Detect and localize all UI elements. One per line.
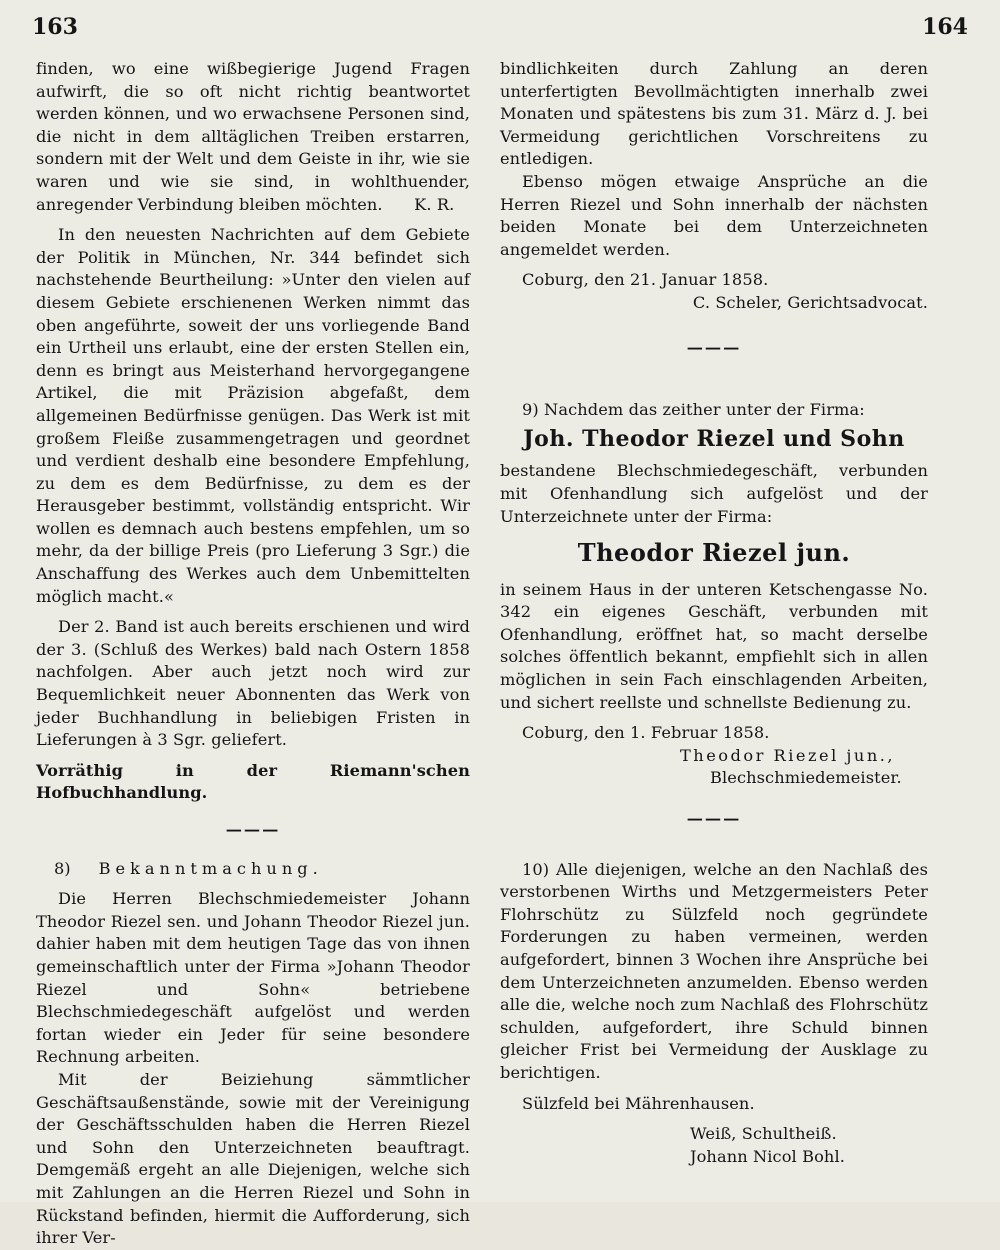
availability-note: Vorräthig in der Riemann'schen Hofbuchhandlung. (36, 760, 470, 803)
signature-name: Theodor Riezel jun., (680, 745, 896, 765)
dateline: Coburg, den 1. Februar 1858. (522, 723, 770, 743)
place-line: Sülzfeld bei Mährenhausen. (522, 1093, 755, 1113)
paragraph: Die Herren Blechschmiedemeister Johann Theodor Riezel sen. und Johann Theodor Riezel jun. dahier haben mit dem heutigen Tage das von ihnen gemeinschaftlich unter der Firma »Johann Theodor Riezel und Sohn« betriebene Blechschmiedegeschäft aufgelöst und werden fortan wieder ein Jeder für seine besondere Rechnung arbeiten. (36, 889, 470, 1067)
signature: Weiß, Schultheiß. (690, 1124, 837, 1144)
separator: ——— (686, 337, 742, 357)
paragraph: in seinem Haus in der unteren Ketschengasse No. 342 ein eigenes Geschäft, verbunden mit Ofenhandlung, eröffnet hat, so macht derselbe solches öffentlich bekannt, empfiehlt sich in allen möglichen in sein Fach einschlagenden Arbeiten, und sichert reellste und schnellste Bedienung zu. (500, 579, 928, 712)
announcement-number: 8) (54, 858, 71, 878)
paragraph: finden, wo eine wißbegierige Jugend Fragen aufwirft, die so oft nicht richtig beantwortet werden können, und wo erwachsene Personen sind, die nicht in dem alltäglichen Treiben erstarren, sondern mit der Welt und dem Geiste in ihr, wie sie waren und wie sie sind, in wohlthuender, anregender Verbindung bleiben möchten. K. R. (36, 59, 470, 214)
paragraph: bestandene Blechschmiedegeschäft, verbunden mit Ofenhandlung sich aufgelöst und der Unterzeichnete unter der Firma: (500, 461, 928, 526)
signature-title: Blechschmiedemeister. (710, 768, 902, 788)
paragraph: Der 2. Band ist auch bereits erschienen und wird der 3. (Schluß des Werkes) bald nach Ostern 1858 nachfolgen. Aber auch jetzt noch wird zur Bequemlichkeit neuer Abonnenten das Werk von jeder Buchhandlung in beliebigen Fristen in Lieferungen à 3 Sgr. geliefert. (36, 617, 470, 750)
separator: ——— (225, 820, 281, 839)
paragraph: bindlichkeiten durch Zahlung an deren unterfertigten Bevollmächtigten innerhalb zwei Monaten und spätestens bis zum 31. März d. J. bei Vermeidung gerichtlichen Vorschreitens zu entledigen. (500, 59, 928, 169)
firm-name: Theodor Riezel jun. (577, 538, 851, 568)
announcement-heading (36, 858, 470, 881)
author-initials: K. R. (414, 194, 455, 214)
right-column (500, 58, 928, 1168)
page-number-right: 164 (922, 14, 968, 40)
dateline: Coburg, den 21. Januar 1858. (522, 270, 769, 290)
paragraph: Mit der Beiziehung sämmtlicher Geschäftsaußenstände, sowie mit der Vereinigung der Geschäftsschulden haben die Herren Riezel und Sohn den Unterzeichneten beauftragt. Demgemäß ergeht an alle Diejenigen, welche sich mit Zahlungen an die Herren Riezel und Sohn in Rückstand befinden, hiermit die Aufforderung, sich ihrer Ver- (36, 1069, 470, 1248)
separator: ——— (686, 809, 742, 829)
left-column (36, 58, 470, 1250)
paragraph: 9) Nachdem das zeither unter der Firma: (522, 400, 865, 420)
signature: Johann Nicol Bohl. (690, 1146, 845, 1166)
paragraph: In den neuesten Nachrichten auf dem Gebiete der Politik in München, Nr. 344 befindet sich nachstehende Beurtheilung: »Unter den vielen auf diesem Gebiete erschienenen Werken nimmt das oben angeführte, soweit der uns vorliegende Band ein Urtheil uns erlaubt, eine der ersten Stellen ein, denn es bringt aus Meisterhand hervorgegangene Artikel, die mit Präzision abgefaßt, dem allgemeinen Bedürfnisse genügen. Das Werk ist mit großem Fleiße zusammengetragen und geordnet und verdient deshalb eine besondere Empfehlung, zu dem es dem Bedürfnisse, zu dem es der Herausgeber bestimmt, vollständig entspricht. Wir wollen es demnach auch bestens empfehlen, um so mehr, da der billige Preis (pro Lieferung 3 Sgr.) die Anschaffung des Werkes auch dem Unbemittelten möglich macht.« (36, 225, 470, 606)
page-number-left: 163 (32, 14, 78, 40)
announcement-title: Bekanntmachung. (98, 858, 323, 878)
firm-name: Joh. Theodor Riezel und Sohn (523, 425, 905, 452)
paragraph: Ebenso mögen etwaige Ansprüche an die Herren Riezel und Sohn innerhalb der nächsten beiden Monate bei dem Unterzeichneten angemeldet werden. (500, 171, 928, 259)
paragraph: 10) Alle diejenigen, welche an den Nachlaß des verstorbenen Wirths und Metzgermeisters Peter Flohrschütz zu Sülzfeld noch gegründete Forderungen zu haben vermeinen, werden aufgefordert, binnen 3 Wochen ihre Ansprüche bei dem Unterzeichneten anzumelden. Ebenso werden alle die, welche noch zum Nachlaß des Flohrschütz schulden, aufgefordert, ihre Schuld binnen gleicher Frist bei Vermeidung der Ausklage zu berichtigen. (500, 859, 928, 1082)
signature: C. Scheler, Gerichtsadvocat. (692, 292, 928, 312)
